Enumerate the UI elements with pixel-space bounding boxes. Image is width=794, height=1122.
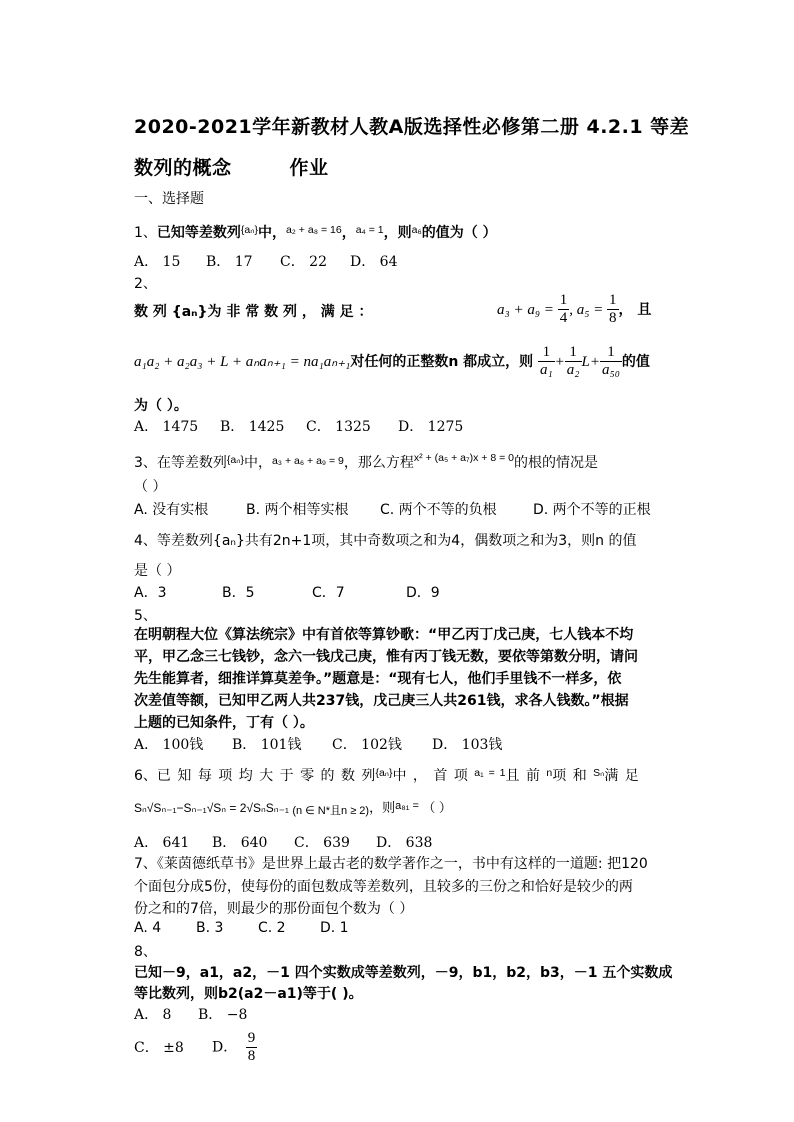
q2-line-3: 为（ ）。 [134, 398, 188, 414]
q7-line-1: 7、《莱茵德纸草书》是世界上最古老的数学著作之一，书中有这样的一道题: 把120 [134, 856, 648, 872]
question-6 [134, 765, 639, 785]
q2-options [134, 416, 463, 436]
q6-n: n [546, 767, 553, 779]
q2-frac5-den: a₅₀ [601, 362, 620, 378]
q8-d-den: 8 [247, 1048, 256, 1064]
q4-number: 4、 [134, 533, 157, 549]
q6-text-1: 已 知 每 项 均 大 于 零 的 数 列 [156, 768, 376, 784]
q5-option-d: D． 103钱 [432, 737, 503, 753]
q3-text: 在等差数列 [156, 455, 227, 471]
q6-option-b: B． 640 [212, 835, 268, 851]
question-1 [134, 222, 497, 242]
title-line-2 [134, 153, 329, 180]
q6-sn: Sₙ [593, 767, 605, 779]
q8-line-2: 等比数列，则b2(a2－a1)等于( )。 [134, 986, 363, 1002]
q7-options [134, 920, 349, 936]
q5-option-c: C． 102钱 [332, 737, 402, 753]
q6-a1: a₁ = 1 [474, 767, 506, 779]
q2-frac1-den: 4 [559, 310, 568, 326]
q6-option-c: C． 639 [294, 835, 350, 851]
q8-option-b: B． −8 [198, 1007, 248, 1023]
q5-line-2: 平，甲乙念三七钱钞，念六一钱戊己庚，惟有丙丁钱无数，要依等第数分明，请问 [134, 649, 638, 665]
q2-frac-1-a50 [600, 344, 622, 379]
q3-mid: 中， [243, 455, 272, 471]
q2-line-2-end: 的值 [621, 354, 650, 370]
q7-line-2: 个面包分成5份，使每份的面包数成等差数列，且较多的三份之和恰好是较少的两 [134, 879, 633, 895]
q6-formula: Sₙ√Sₙ₋₁−Sₙ₋₁√Sₙ = 2√SₙSₙ₋₁ [134, 801, 289, 815]
q3-option-b: B. 两个相等实根 [246, 502, 349, 518]
q2-line-2-text: 对任何的正整数n 都成立，则 [350, 354, 534, 370]
q2-recurrence: a₁a₂ + a₂a₃ + L + aₙaₙ₊₁ = na₁aₙ₊₁ [134, 354, 351, 370]
q2-option-b: B． 1425 [220, 419, 285, 435]
q6-then: ，则 [369, 800, 396, 815]
q7-option-b: B. 3 [196, 920, 224, 936]
q5-number: 5、 [134, 608, 157, 624]
q6-text-5: 满 足 [604, 768, 639, 784]
q6-text-2: 中 ， 首 项 [392, 768, 468, 784]
q6-text-4: 项 和 [552, 768, 587, 784]
q6-option-d: D． 638 [376, 835, 433, 851]
q1-then: ，则 [383, 225, 412, 241]
q1-cond1: a₂ + a₈ = 16 [285, 224, 342, 236]
q1-target: a₆ [411, 224, 422, 236]
q3-option-d: D. 两个不等的正根 [533, 502, 651, 518]
q2-option-a: A． 1475 [134, 419, 199, 435]
q8-option-c: C． ±8 [134, 1039, 184, 1056]
q2-frac3-num: 1 [538, 344, 555, 362]
q2-line-2 [134, 344, 650, 379]
q7-option-c: C. 2 [258, 920, 286, 936]
q3-options [134, 499, 651, 519]
q1-sep: ， [341, 225, 356, 241]
title-main: 数列的概念 [134, 157, 232, 179]
q5-option-a: A． 100钱 [134, 737, 204, 753]
q4-option-b: B．5 [222, 585, 255, 601]
q4-line-2: 是（ ） [134, 563, 181, 579]
q3-option-a: A. 没有实根 [134, 502, 209, 518]
q1-option-d: D． 64 [350, 254, 398, 270]
q2-frac1-num: 1 [559, 292, 568, 308]
title-suffix: 作业 [289, 157, 329, 179]
q1-mid: 中， [257, 225, 286, 241]
q4-option-d: D．9 [406, 585, 440, 601]
q5-line-3: 先生能算者，细推详算莫差争。”题意是：“现有七人，他们手里钱不一样多，依 [134, 671, 622, 687]
q4-options [134, 582, 440, 602]
question-4 [134, 530, 636, 550]
q3-equation: x² + (a₅ + a₇)x + 8 = 0 [413, 452, 514, 464]
section-heading: 一、选择题 [134, 191, 204, 207]
q8-option-d-label: D． [212, 1039, 238, 1056]
q2-frac-1-a2 [565, 344, 582, 379]
q6-options [134, 832, 432, 852]
q2-plus-1: + [554, 354, 565, 370]
q8-options-row-2 [134, 1030, 257, 1065]
q2-option-c: C． 1325 [306, 419, 371, 435]
q2-sum-expr: a₃ + a₉ = [497, 302, 558, 318]
q3-post: 的根的情况是 [513, 455, 598, 471]
question-3 [134, 452, 598, 472]
q7-option-d: D. 1 [320, 920, 349, 936]
q6-a81: a₈₁ = [395, 800, 419, 812]
q6-formula-line [134, 797, 452, 818]
q2-frac-1-4 [558, 292, 570, 327]
q2-frac3-den: a₁ [539, 362, 553, 378]
q2-option-d: D． 1275 [398, 419, 464, 435]
q1-text: 已知等差数列 [156, 225, 241, 241]
q1-seq: {aₙ} [240, 224, 258, 236]
q4-text: 等差数列{aₙ}共有2n+1项，其中奇数项之和为4，偶数项之和为3，则n 的值 [156, 533, 637, 549]
q7-option-a: A. 4 [134, 920, 162, 936]
q6-option-a: A． 641 [134, 835, 190, 851]
q2-frac-1-8 [607, 292, 619, 327]
q2-frac-1-a1 [538, 344, 555, 379]
q4-option-c: C．7 [312, 585, 345, 601]
q6-condition: (n ∈ N*且n ≥ 2) [292, 805, 370, 817]
q5-line-1: 在明朝程大位《算法统宗》中有首依等算钞歌：“甲乙丙丁戊己庚，七人钱本不均 [134, 627, 634, 643]
q6-text-3: 且 前 [505, 768, 540, 784]
q5-line-5: 上题的已知条件，丁有（ ）。 [134, 715, 314, 731]
q7-line-3: 份之和的7倍，则最少的那份面包个数为（ ） [134, 901, 414, 917]
q2-frac2-num: 1 [609, 292, 617, 308]
q1-options [134, 251, 398, 271]
q2-frac4-den: a₂ [566, 362, 580, 378]
q2-ellipsis: L [581, 354, 590, 370]
q2-frac4-num: 1 [565, 344, 582, 362]
q2-frac5-num: 1 [600, 344, 622, 362]
q1-option-b: B． 17 [206, 254, 253, 270]
q5-options [134, 734, 502, 754]
q6-number: 6、 [134, 768, 157, 784]
q4-option-a: A．3 [134, 585, 167, 601]
q1-option-a: A． 15 [134, 254, 181, 270]
q2-line-1-text: 数 列 {aₙ}为 非 常 数 列 ， 满 足 ： [134, 304, 373, 320]
q8-d-num: 9 [247, 1030, 256, 1046]
q6-blank: （ ） [422, 800, 452, 815]
q2-a5-expr: , a₅ = [569, 302, 608, 318]
q2-line-1-math [497, 292, 651, 327]
q3-number: 3、 [134, 455, 157, 471]
q2-plus-2: + [589, 354, 600, 370]
q1-cond2: a₄ = 1 [355, 224, 384, 236]
q8-option-a: A． 8 [134, 1007, 172, 1023]
q8-number: 8、 [134, 944, 157, 960]
q1-ask: 的值为（ ） [421, 225, 497, 241]
q2-line-1-end: ， 且 [618, 302, 652, 318]
q2-frac2-den: 8 [609, 310, 617, 326]
q3-line-2: （ ） [134, 479, 167, 495]
title-line-1: 2020-2021学年新教材人教A版选择性必修第二册 4.2.1 等差 [134, 116, 690, 138]
q5-line-4: 次差值等额，已知甲乙两人共237钱，戊己庚三人共261钱，求各人钱数。”根据 [134, 693, 629, 709]
q3-mid2: ，那么方程 [343, 455, 414, 471]
q6-seq: {aₙ} [375, 767, 393, 779]
q3-seq: {aₙ} [226, 454, 244, 466]
q1-option-c: C． 22 [280, 254, 327, 270]
q2-number: 2、 [134, 276, 157, 292]
q8-option-d-fraction [246, 1030, 258, 1065]
q3-cond: a₃ + a₆ + a₉ = 9 [271, 455, 344, 467]
q8-options-row-1 [134, 1004, 247, 1024]
q8-line-1: 已知－9，a1，a2，－1 四个实数成等差数列，－9，b1，b2，b3，－1 五个实数成 [134, 965, 673, 981]
q5-option-b: B． 101钱 [232, 737, 302, 753]
q3-option-c: C. 两个不等的负根 [380, 502, 497, 518]
q1-number: 1、 [134, 225, 157, 241]
